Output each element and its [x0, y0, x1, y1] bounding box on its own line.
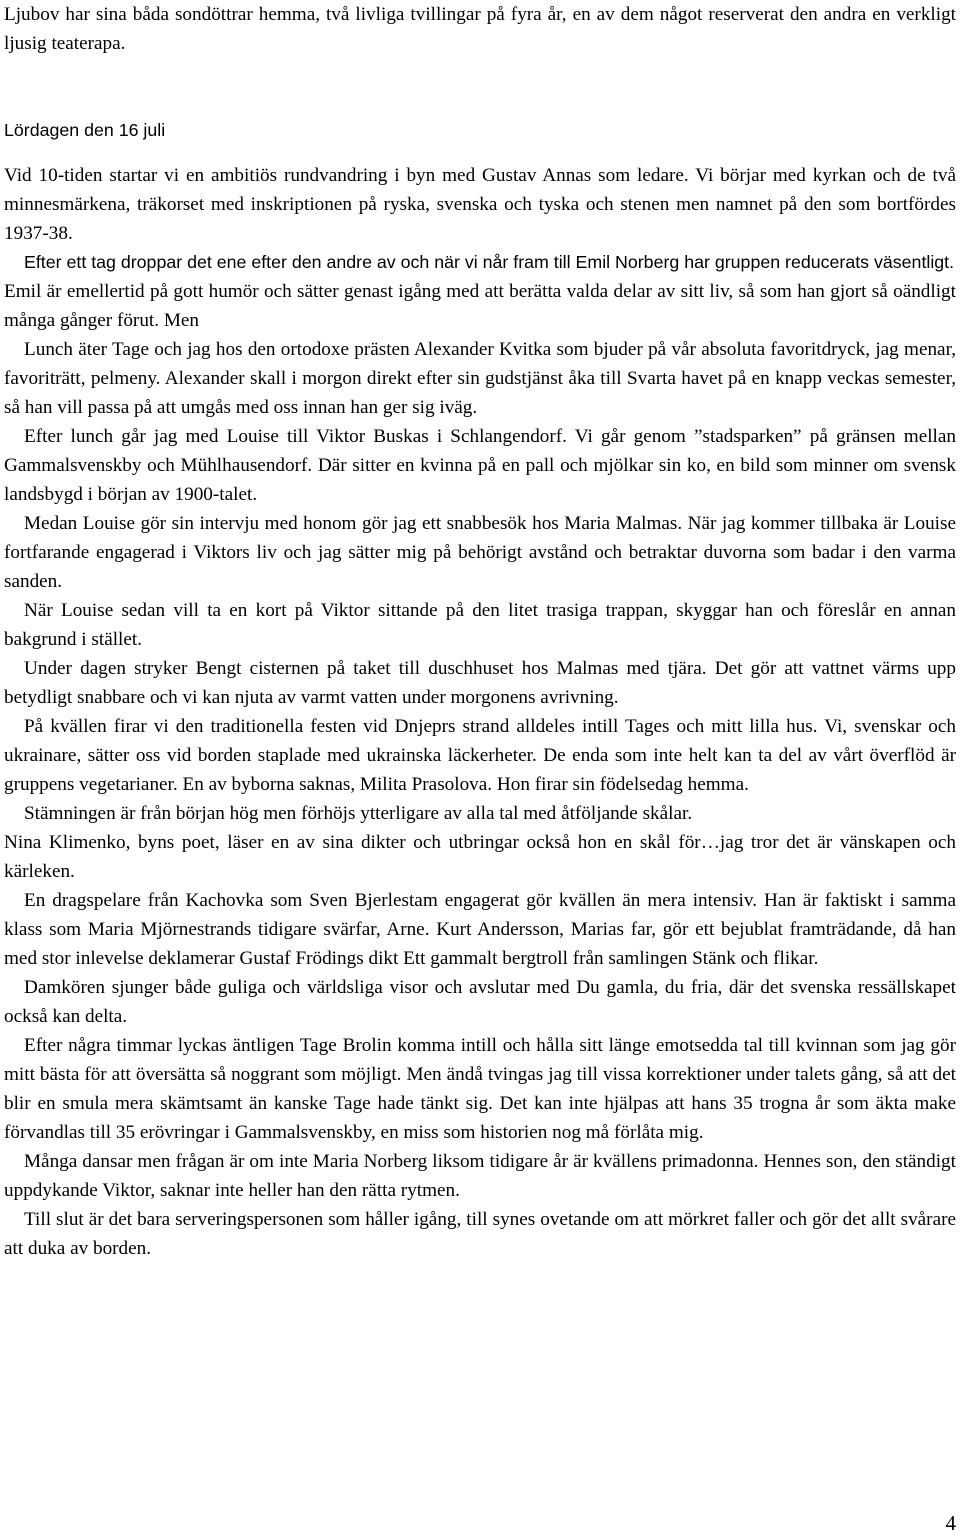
document-page [4, 0, 956, 1263]
paragraph-damkoren: Damkören sjunger både guliga och världsliga visor och avslutar med Du gamla, du fria, där det svenska ressällskapet också kan delta. [4, 977, 956, 1027]
paragraph-lunch: Lunch äter Tage och jag hos den ortodoxe prästen Alexander Kvitka som bjuder på vår absoluta favoritdryck, jag menar, favoriträtt, pelmeny. Alexander skall i morgon direkt efter sin gudstjänst åka till Svarta havet på en knapp veckas semester, så han vill passa på att umgås med oss innan han ger sig iväg. [4, 339, 956, 418]
paragraph-emil-humor: Emil är emellertid på gott humör och sätter genast igång med att berätta valda delar av sitt liv, så som han gjort så oändligt många gånger förut. Men [4, 281, 956, 331]
paragraph-maria-malmas: Medan Louise gör sin intervju med honom gör jag ett snabbesök hos Maria Malmas. När jag kommer tillbaka är Louise fortfarande engagerad i Viktors liv och jag sätter mig på behörigt avstånd och betraktar duvorna som badar i den varma sanden. [4, 513, 956, 592]
paragraph-cisternen: Under dagen stryker Bengt cisternen på taket till duschhuset hos Malmas med tjära. Det gör att vattnet värms upp betydligt snabbare och vi kan njuta av varmt vatten under morgonens avrivning. [4, 658, 956, 708]
paragraph-viktor-buskas: Efter lunch går jag med Louise till Viktor Buskas i Schlangendorf. Vi går genom ”stadsparken” på gränsen mellan Gammalsvenskby och Mühlhausendorf. Där sitter en kvinna på en pall och mjölkar sin ko, en bild som minner om svensk landsbygd i början av 1900-talet. [4, 426, 956, 505]
paragraph-trappan: När Louise sedan vill ta en kort på Viktor sittande på den litet trasiga trappan, skyggar han och föreslår en annan bakgrund i stället. [4, 600, 956, 650]
paragraph-dragspelare: En dragspelare från Kachovka som Sven Bjerlestam engagerat gör kvällen än mera intensiv. Han är faktiskt i samma klass som Maria Mjörnestrands tidigare svärfar, Arne. Kurt Andersson, Marias far, gör ett bejublat framträdande, då han med stor inlevelse deklamerar Gustaf Frödings dikt Ett gammalt bergtroll från samlingen Stänk och flikar. [4, 890, 956, 969]
paragraph-rundvandring: Vid 10-tiden startar vi en ambitiös rundvandring i byn med Gustav Annas som ledare. Vi börjar med kyrkan och de två minnesmärkena, träkorset med inskriptionen på ryska, svenska och tyska och stenen men namnet på den som bortfördes 1937-38. [4, 165, 956, 244]
spacer [4, 145, 956, 161]
spacer [4, 58, 956, 87]
paragraph-tage-brolin: Efter några timmar lyckas äntligen Tage Brolin komma intill och hålla sitt länge emotsedda tal till kvinnan som jag gör mitt bästa för att översätta så noggrant som möjligt. Men ändå tvingas jag till vissa korrektioner under talets gång, så att det blir en smula mera skämtsamt än kanske Tage hade tänkt sig. Det kan inte hjälpas att hans 35 trogna år som äkta make förvandlas till 35 erövringar i Gammalsvenskby, en miss som historien nog må förlåta mig. [4, 1035, 956, 1143]
page-number: 4 [945, 1511, 956, 1535]
paragraph-emil-norberg: Efter ett tag droppar det ene efter den andre av och när vi når fram till Emil Norberg har gruppen reducerats väsentligt. [24, 252, 955, 272]
paragraph-festen: På kvällen firar vi den traditionella festen vid Dnjeprs strand alldeles intill Tages och mitt lilla hus. Vi, svenskar och ukrainare, sätter oss vid borden staplade med ukrainska läckerheter. De enda som inte helt kan ta del av vårt överflöd är gruppens vegetarianer. En av byborna saknas, Milita Prasolova. Hon firar sin födelsedag hemma. [4, 716, 956, 795]
paragraph-nina-klimenko: Nina Klimenko, byns poet, läser en av sina dikter och utbringar också hon en skål för…jag tror det är vänskapen och kärleken. [4, 832, 956, 882]
paragraph-dansar: Många dansar men frågan är om inte Maria Norberg liksom tidigare år är kvällens primadonna. Hennes son, den ständigt uppdykande Viktor, saknar inte heller han den rätta rytmen. [4, 1151, 956, 1201]
paragraph-stamningen: Stämningen är från början hög men förhöjs ytterligare av alla tal med åtföljande skålar. [24, 803, 693, 824]
paragraph-sondottrar: Ljubov har sina båda sondöttrar hemma, två livliga tvillingar på fyra år, en av dem något reserverat den andra en verkligt ljusig teaterapa. [4, 4, 956, 54]
paragraph-till-slut: Till slut är det bara serveringspersonen som håller igång, till synes ovetande om att mörkret faller och gör det allt svårare att duka av borden. [4, 1209, 956, 1259]
date-heading: Lördagen den 16 juli [4, 120, 166, 140]
